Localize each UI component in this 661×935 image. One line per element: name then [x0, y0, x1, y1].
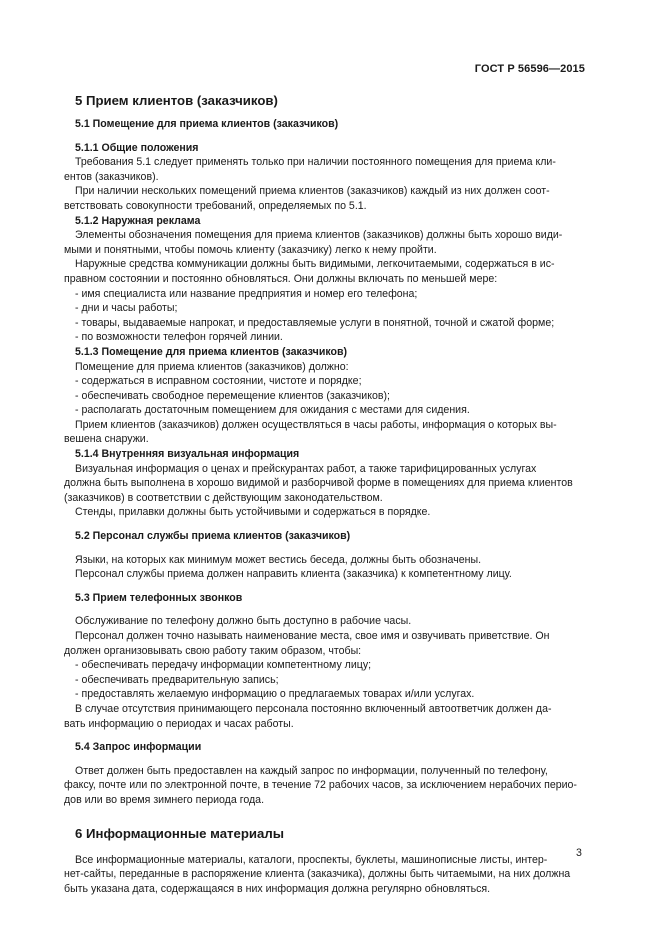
paragraph-line: Визуальная информация о ценах и прейскурантах работ, а также тарифицированных услугах: [75, 462, 537, 475]
paragraph-line: ветствовать совокупности требований, определяемых по 5.1.: [64, 199, 367, 212]
list-item: - обеспечивать предварительную запись;: [75, 673, 279, 686]
paragraph-line: дов или во время зимнего периода года.: [64, 793, 265, 806]
section-5-1-title: 5.1 Помещение для приема клиентов (заказчиков): [75, 118, 339, 130]
paragraph-line: Требования 5.1 следует применять только при наличии постоянного помещения для приема кли-: [75, 156, 556, 169]
section-5-1-2-title: 5.1.2 Наружная реклама: [75, 214, 201, 227]
paragraph-line: Стенды, прилавки должны быть устойчивыми и содержаться в порядке.: [75, 506, 431, 519]
list-item: - товары, выдаваемые напрокат, и предоставляемые услуги в понятной, точной и сжатой форме;: [75, 316, 555, 329]
list-item: - дни и часы работы;: [75, 302, 178, 315]
section-5-1-3-title: 5.1.3 Помещение для приема клиентов (заказчиков): [75, 345, 348, 358]
paragraph-line: вать информацию о периодах и часах работы.: [64, 717, 294, 730]
paragraph-line: Языки, на которых как минимум может вестись беседа, должны быть обозначены.: [75, 553, 482, 566]
paragraph-line: Ответ должен быть предоставлен на каждый запрос по информации, полученный по телефону,: [75, 764, 548, 777]
paragraph-line: Помещение для приема клиентов (заказчиков) должно:: [75, 360, 349, 373]
page-content: [64, 92, 582, 896]
paragraph-line: правном состоянии и постоянно обновляться. Они должны включать по меньшей мере:: [64, 272, 498, 285]
section-5-1-1-title: 5.1.1 Общие положения: [75, 141, 199, 154]
list-item: - предоставлять желаемую информацию о предлагаемых товарах и/или услугах.: [75, 688, 475, 701]
section-5-1-4-title: 5.1.4 Внутренняя визуальная информация: [75, 448, 300, 461]
paragraph-line: Персонал службы приема должен направить клиента (заказчика) к компетентному лицу.: [75, 568, 512, 581]
paragraph-line: факсу, почте или по электронной почте, в течение 72 рабочих часов, за исключением нерабочих перио-: [64, 779, 577, 792]
paragraph-line: мыми и понятными, чтобы помочь клиенту (заказчику) легко к нему пройти.: [64, 243, 437, 256]
paragraph-line: нет-сайты, переданные в распоряжение клиента (заказчика), должны быть читаемыми, на них должна: [64, 868, 571, 881]
paragraph-line: Все информационные материалы, каталоги, проспекты, буклеты, машинописные листы, интер-: [75, 853, 548, 866]
paragraph-line: (заказчиков) в соответствии с действующим законодательством.: [64, 491, 383, 504]
paragraph-line: Наружные средства коммуникации должны быть видимыми, легкочитаемыми, содержаться в ис-: [75, 258, 555, 271]
paragraph-line: вешена снаружи.: [64, 433, 149, 446]
paragraph-line: Персонал должен точно называть наименование места, свое имя и озвучивать приветствие. Он: [75, 630, 550, 642]
list-item: - обеспечивать свободное перемещение клиентов (заказчиков);: [75, 389, 390, 402]
paragraph-line: ентов (заказчиков).: [64, 170, 159, 183]
list-item: - содержаться в исправном состоянии, чистоте и порядке;: [75, 375, 362, 388]
standard-code: ГОСТ Р 56596—2015: [474, 63, 585, 75]
paragraph-line: В случае отсутствия принимающего персонала постоянно включенный автоответчик должен да-: [75, 702, 552, 715]
list-item: - имя специалиста или название предприятия и номер его телефона;: [75, 287, 418, 300]
paragraph-line: должен организовывать свою работу таким образом, чтобы:: [64, 644, 362, 657]
page-number: 3: [576, 847, 582, 859]
paragraph-line: Прием клиентов (заказчиков) должен осуществляться в часы работы, информация о которых вы-: [75, 418, 557, 431]
list-item: - обеспечивать передачу информации компетентному лицу;: [75, 659, 372, 672]
section-6-title: 6 Информационные материалы: [75, 825, 284, 841]
section-5-3-title: 5.3 Прием телефонных звонков: [75, 591, 243, 604]
paragraph-line: должна быть выполнена в хорошо видимой и разборчивой форме в помещениях для приема клиентов: [64, 477, 573, 490]
paragraph-line: быть указана дата, содержащаяся в них информация должна регулярно обновляться.: [64, 882, 491, 895]
paragraph-line: Обслуживание по телефону должно быть доступно в рабочие часы.: [75, 615, 412, 628]
section-5-title: 5 Прием клиентов (заказчиков): [75, 93, 278, 108]
list-item: - располагать достаточным помещением для ожидания с местами для сидения.: [75, 404, 470, 417]
list-item: - по возможности телефон горячей линии.: [75, 331, 283, 344]
section-5-4-title: 5.4 Запрос информации: [75, 741, 202, 754]
section-5-2-title: 5.2 Персонал службы приема клиентов (заказчиков): [75, 530, 351, 543]
paragraph-line: Элементы обозначения помещения для приема клиентов (заказчиков) должны быть хорошо види-: [75, 229, 563, 242]
paragraph-line: При наличии нескольких помещений приема клиентов (заказчиков) каждый из них должен соот-: [75, 185, 550, 198]
